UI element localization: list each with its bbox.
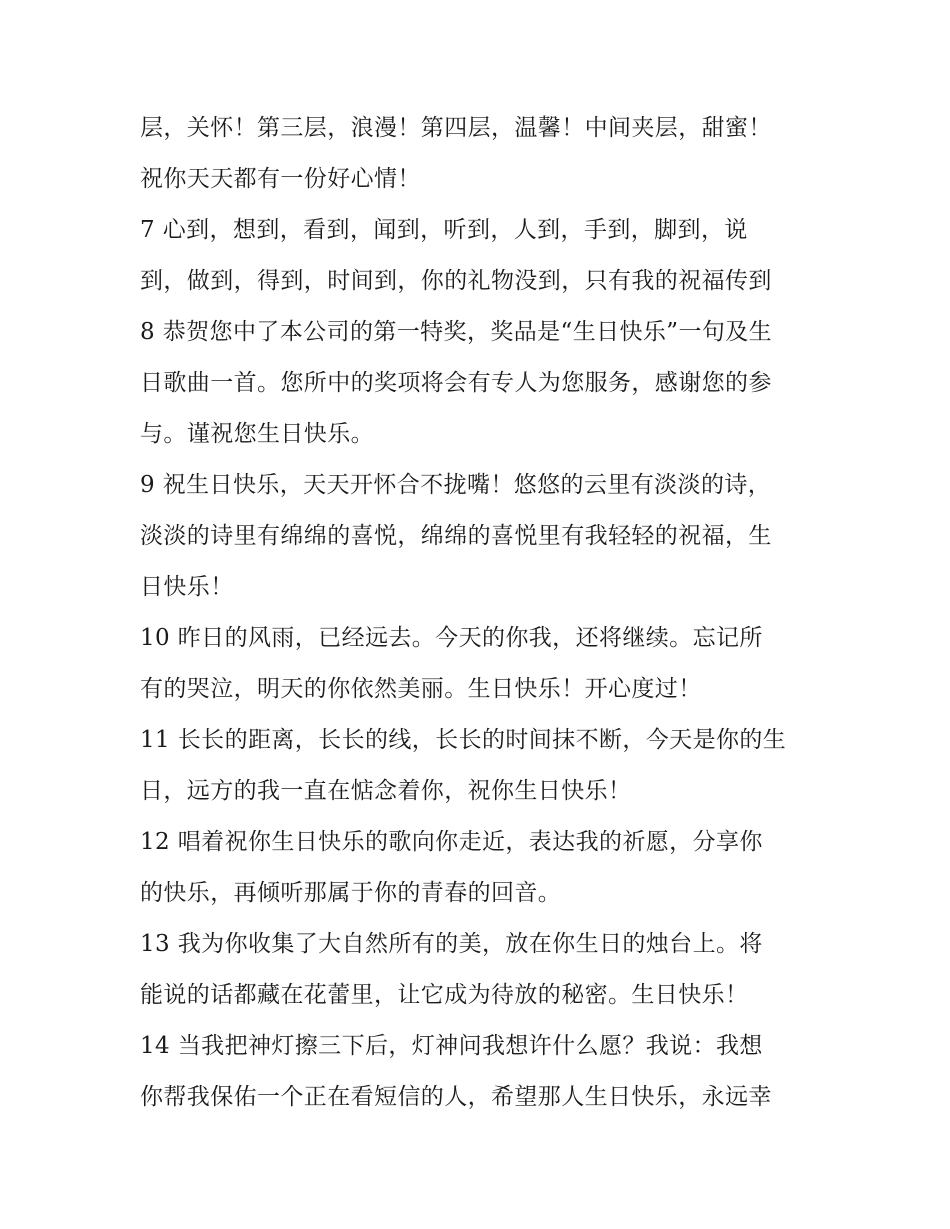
text-line: 能说的话都藏在花蕾里，让它成为待放的秘密。生日快乐！ xyxy=(140,982,749,1008)
text-line: 13 我为你收集了大自然所有的美，放在你生日的烛台上。将 xyxy=(140,931,763,957)
text-line: 7 心到，想到，看到，闻到，听到，人到，手到，脚到，说 xyxy=(140,217,748,243)
text-line: 的快乐，再倾听那属于你的青春的回音。 xyxy=(140,880,562,906)
text-line: 祝你天天都有一份好心情！ xyxy=(140,166,421,192)
text-line: 日快乐！ xyxy=(140,574,234,600)
text-line: 日歌曲一首。您所中的奖项将会有专人为您服务，感谢您的参 xyxy=(140,370,772,396)
text-line: 有的哭泣，明天的你依然美丽。生日快乐！开心度过！ xyxy=(140,676,702,702)
text-line: 8 恭贺您中了本公司的第一特奖，奖品是“生日快乐”一句及生 xyxy=(140,319,773,345)
text-line: 到，做到，得到，时间到，你的礼物没到，只有我的祝福传到 xyxy=(140,268,772,294)
text-line: 14 当我把神灯擦三下后，灯神问我想许什么愿？我说：我想 xyxy=(140,1033,763,1059)
text-line: 9 祝生日快乐，天天开怀合不拢嘴！悠悠的云里有淡淡的诗， xyxy=(140,472,772,498)
text-line: 10 昨日的风雨，已经远去。今天的你我，还将继续。忘记所 xyxy=(140,625,763,651)
document-body xyxy=(140,103,830,1123)
text-line: 淡淡的诗里有绵绵的喜悦，绵绵的喜悦里有我轻轻的祝福，生 xyxy=(140,523,772,549)
text-line: 与。谨祝您生日快乐。 xyxy=(140,421,374,447)
text-line: 你帮我保佑一个正在看短信的人，希望那人生日快乐，永远幸 xyxy=(140,1084,772,1110)
text-line: 11 长长的距离，长长的线，长长的时间抹不断，今天是你的生 xyxy=(140,727,787,753)
text-line: 层，关怀！第三层，浪漫！第四层，温馨！中间夹层，甜蜜！ xyxy=(140,115,772,141)
text-line: 12 唱着祝你生日快乐的歌向你走近，表达我的祈愿，分享你 xyxy=(140,829,763,855)
text-line: 日，远方的我一直在惦念着你，祝你生日快乐！ xyxy=(140,778,632,804)
